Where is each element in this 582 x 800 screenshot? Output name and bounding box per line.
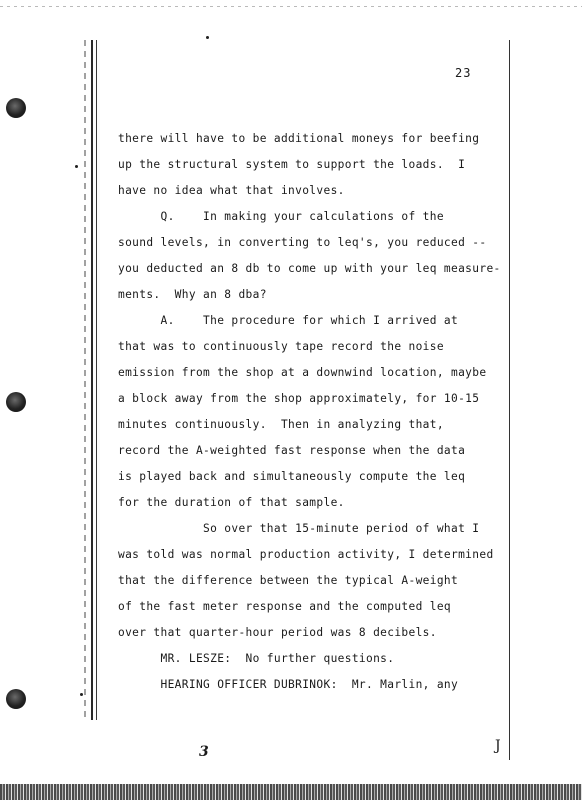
transcript-line: So over that 15-minute period of what I — [118, 522, 480, 535]
transcript-line: there will have to be additional moneys for beefing — [118, 132, 480, 145]
transcript-line: Q. In making your calculations of the — [118, 210, 444, 223]
speck — [80, 693, 83, 696]
margin-stripe — [84, 40, 86, 720]
transcript-line: that the difference between the typical A-weight — [118, 574, 459, 587]
transcript-line: of the fast meter response and the computed leq — [118, 600, 452, 613]
transcript-line: was told was normal production activity, I determined — [118, 548, 494, 561]
transcript-line: you deducted an 8 db to come up with your leq measure- — [118, 262, 501, 275]
transcript-line: over that quarter-hour period was 8 decibels. — [118, 626, 437, 639]
transcript-line: record the A-weighted fast response when the data — [118, 444, 466, 457]
left-margin-line — [96, 40, 97, 720]
footer-mark: 3 — [199, 744, 209, 760]
left-margin-line — [91, 40, 93, 720]
transcript-line: a block away from the shop approximately, for 10-15 — [118, 392, 480, 405]
transcript-line: ments. Why an 8 dba? — [118, 288, 267, 301]
scan-edge-band — [0, 784, 582, 800]
speck — [75, 165, 78, 168]
transcript-line: minutes continuously. Then in analyzing that, — [118, 418, 444, 431]
transcript-line: MR. LESZE: No further questions. — [118, 652, 395, 665]
transcript-line: have no idea what that involves. — [118, 184, 345, 197]
right-margin-line — [509, 40, 510, 760]
transcript-line: A. The procedure for which I arrived at — [118, 314, 459, 327]
speck — [206, 36, 209, 39]
transcript-line: emission from the shop at a downwind location, maybe — [118, 366, 487, 379]
corner-mark: J — [495, 738, 501, 754]
transcript-line: is played back and simultaneously compute the leq — [118, 470, 466, 483]
transcript-line: that was to continuously tape record the noise — [118, 340, 444, 353]
transcript-line: for the duration of that sample. — [118, 496, 345, 509]
binder-hole-icon — [6, 689, 26, 709]
transcript-line: sound levels, in converting to leq's, you reduced -- — [118, 236, 487, 249]
transcript-line: HEARING OFFICER DUBRINOK: Mr. Marlin, any — [118, 678, 459, 691]
binder-hole-icon — [6, 98, 26, 118]
transcript-line: up the structural system to support the loads. I — [118, 158, 466, 171]
top-rule — [0, 6, 582, 7]
page-number: 23 — [455, 66, 472, 80]
binder-hole-icon — [6, 392, 26, 412]
